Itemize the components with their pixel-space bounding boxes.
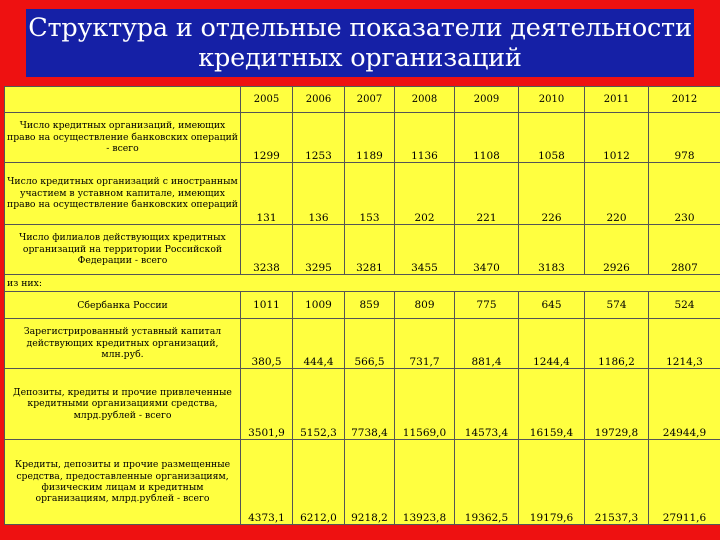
table-cell: 3501,9 [241,369,293,440]
table-cell: 19729,8 [585,369,649,440]
table-cell: 1244,4 [519,319,585,369]
table-cell: 809 [395,292,455,319]
table-cell: 524 [649,292,720,319]
year-header: 2005 [241,87,293,113]
table-cell: 1214,3 [649,319,720,369]
table-cell: 16159,4 [519,369,585,440]
statistics-table [4,86,720,525]
table-cell: 1058 [519,113,585,163]
table-cell: 1189 [345,113,395,163]
table-cell: 1009 [293,292,345,319]
table-cell: 6212,0 [293,440,345,525]
table-cell: 380,5 [241,319,293,369]
table-cell: 14573,4 [455,369,519,440]
table-cell: 2926 [585,225,649,275]
year-header: 2006 [293,87,345,113]
table-cell: 645 [519,292,585,319]
table-cell: 566,5 [345,319,395,369]
subheader-row [5,275,720,292]
subheader-label: из них: [5,275,720,292]
table-cell: 881,4 [455,319,519,369]
table-row [5,292,720,319]
table-cell: 131 [241,163,293,225]
table-cell: 1011 [241,292,293,319]
table-cell: 21537,3 [585,440,649,525]
table-cell: 221 [455,163,519,225]
year-header: 2007 [345,87,395,113]
table-cell: 574 [585,292,649,319]
table-cell: 3470 [455,225,519,275]
table-cell: 3295 [293,225,345,275]
table-cell: 230 [649,163,720,225]
table-row [5,225,720,275]
row-label: Депозиты, кредиты и прочие привлеченные кредитными организациями средства, млрд.рублей - всего [5,369,241,440]
table-cell: 226 [519,163,585,225]
table-cell: 9218,2 [345,440,395,525]
table-cell: 3281 [345,225,395,275]
title-banner [26,9,694,77]
table-cell: 13923,8 [395,440,455,525]
year-header: 2011 [585,87,649,113]
row-label: Зарегистрированный уставный капитал действующих кредитных организаций, млн.руб. [5,319,241,369]
table-cell: 731,7 [395,319,455,369]
table-cell: 775 [455,292,519,319]
table-cell: 136 [293,163,345,225]
row-label: Число кредитных организаций с иностранным участием в уставном капитале, имеющих право на осуществление банковских операций [5,163,241,225]
table-cell: 1186,2 [585,319,649,369]
table-cell: 24944,9 [649,369,720,440]
table-cell: 7738,4 [345,369,395,440]
year-header: 2009 [455,87,519,113]
table-cell: 1299 [241,113,293,163]
table-row [5,369,720,440]
table-cell: 2807 [649,225,720,275]
row-label: Сбербанка России [5,292,241,319]
table-cell: 3183 [519,225,585,275]
page-title: Структура и отдельные показатели деятельности кредитных организаций [28,13,692,73]
table-cell: 978 [649,113,720,163]
year-header: 2010 [519,87,585,113]
table-cell: 3455 [395,225,455,275]
table-cell: 859 [345,292,395,319]
year-header: 2012 [649,87,720,113]
year-header: 2008 [395,87,455,113]
table-cell: 1136 [395,113,455,163]
table-cell: 19179,6 [519,440,585,525]
table-cell: 1012 [585,113,649,163]
table-cell: 220 [585,163,649,225]
row-label: Кредиты, депозиты и прочие размещенные средства, предоставленные организациям, физическим лицам и кредитным организациям, млрд.рублей - всего [5,440,241,525]
table-cell: 1253 [293,113,345,163]
table-cell: 202 [395,163,455,225]
table-cell: 19362,5 [455,440,519,525]
table-row [5,440,720,525]
table-cell: 3238 [241,225,293,275]
table-cell: 5152,3 [293,369,345,440]
table-cell: 153 [345,163,395,225]
row-label: Число кредитных организаций, имеющих право на осуществление банковских операций - всего [5,113,241,163]
header-row [5,87,720,113]
table-cell: 4373,1 [241,440,293,525]
table-row [5,113,720,163]
table-row [5,163,720,225]
table-cell: 11569,0 [395,369,455,440]
table-cell: 1108 [455,113,519,163]
header-corner [5,87,241,113]
table-cell: 27911,6 [649,440,720,525]
table-cell: 444,4 [293,319,345,369]
row-label: Число филиалов действующих кредитных организаций на территории Российской Федерации - всего [5,225,241,275]
table-row [5,319,720,369]
